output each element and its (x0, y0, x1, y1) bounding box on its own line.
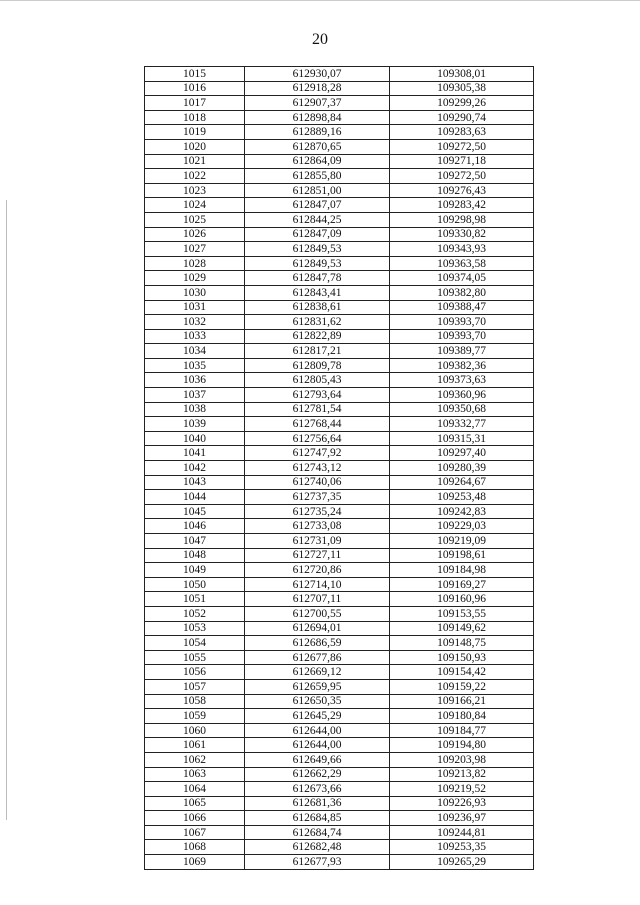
x-coordinate-cell: 612849,53 (245, 256, 390, 271)
y-coordinate-cell: 109330,82 (390, 227, 534, 242)
table-row (145, 139, 534, 154)
point-number-cell: 1056 (145, 665, 245, 680)
x-coordinate-cell: 612851,00 (245, 183, 390, 198)
x-coordinate-cell: 612907,37 (245, 96, 390, 111)
y-coordinate-cell: 109276,43 (390, 183, 534, 198)
table-row (145, 198, 534, 213)
y-coordinate-cell: 109194,80 (390, 738, 534, 753)
point-number-cell: 1055 (145, 650, 245, 665)
table-row (145, 694, 534, 709)
x-coordinate-cell: 612793,64 (245, 388, 390, 403)
table-row (145, 650, 534, 665)
scan-top-edge (0, 0, 640, 1)
table-row (145, 329, 534, 344)
x-coordinate-cell: 612847,09 (245, 227, 390, 242)
y-coordinate-cell: 109184,77 (390, 723, 534, 738)
point-number-cell: 1049 (145, 563, 245, 578)
y-coordinate-cell: 109253,48 (390, 490, 534, 505)
point-number-cell: 1063 (145, 767, 245, 782)
table-row (145, 723, 534, 738)
x-coordinate-cell: 612677,93 (245, 855, 390, 870)
x-coordinate-cell: 612735,24 (245, 504, 390, 519)
point-number-cell: 1033 (145, 329, 245, 344)
point-number-cell: 1054 (145, 636, 245, 651)
point-number-cell: 1030 (145, 285, 245, 300)
table-row (145, 315, 534, 330)
point-number-cell: 1052 (145, 606, 245, 621)
x-coordinate-cell: 612662,29 (245, 767, 390, 782)
point-number-cell: 1064 (145, 782, 245, 797)
y-coordinate-cell: 109180,84 (390, 709, 534, 724)
x-coordinate-cell: 612864,09 (245, 154, 390, 169)
y-coordinate-cell: 109265,29 (390, 855, 534, 870)
x-coordinate-cell: 612682,48 (245, 840, 390, 855)
table-row (145, 490, 534, 505)
table-row (145, 212, 534, 227)
point-number-cell: 1059 (145, 709, 245, 724)
table-row (145, 577, 534, 592)
y-coordinate-cell: 109203,98 (390, 752, 534, 767)
x-coordinate-cell: 612645,29 (245, 709, 390, 724)
x-coordinate-cell: 612681,36 (245, 796, 390, 811)
y-coordinate-cell: 109272,50 (390, 169, 534, 184)
point-number-cell: 1053 (145, 621, 245, 636)
x-coordinate-cell: 612855,80 (245, 169, 390, 184)
y-coordinate-cell: 109374,05 (390, 271, 534, 286)
y-coordinate-cell: 109297,40 (390, 446, 534, 461)
point-number-cell: 1020 (145, 139, 245, 154)
point-number-cell: 1057 (145, 679, 245, 694)
table-row (145, 563, 534, 578)
table-row (145, 256, 534, 271)
point-number-cell: 1060 (145, 723, 245, 738)
y-coordinate-cell: 109290,74 (390, 110, 534, 125)
y-coordinate-cell: 109159,22 (390, 679, 534, 694)
table-row (145, 81, 534, 96)
y-coordinate-cell: 109299,26 (390, 96, 534, 111)
table-row (145, 592, 534, 607)
y-coordinate-cell: 109280,39 (390, 461, 534, 476)
table-row (145, 402, 534, 417)
y-coordinate-cell: 109272,50 (390, 139, 534, 154)
x-coordinate-cell: 612809,78 (245, 358, 390, 373)
x-coordinate-cell: 612684,85 (245, 811, 390, 826)
table-row (145, 796, 534, 811)
table-row (145, 388, 534, 403)
point-number-cell: 1048 (145, 548, 245, 563)
point-number-cell: 1039 (145, 417, 245, 432)
x-coordinate-cell: 612733,08 (245, 519, 390, 534)
x-coordinate-cell: 612768,44 (245, 417, 390, 432)
y-coordinate-cell: 109308,01 (390, 67, 534, 82)
point-number-cell: 1026 (145, 227, 245, 242)
point-number-cell: 1043 (145, 475, 245, 490)
y-coordinate-cell: 109153,55 (390, 606, 534, 621)
x-coordinate-cell: 612805,43 (245, 373, 390, 388)
point-number-cell: 1044 (145, 490, 245, 505)
table-row (145, 227, 534, 242)
point-number-cell: 1067 (145, 825, 245, 840)
y-coordinate-cell: 109360,96 (390, 388, 534, 403)
y-coordinate-cell: 109253,35 (390, 840, 534, 855)
x-coordinate-cell: 612930,07 (245, 67, 390, 82)
table-row (145, 504, 534, 519)
y-coordinate-cell: 109198,61 (390, 548, 534, 563)
y-coordinate-cell: 109271,18 (390, 154, 534, 169)
table-row (145, 855, 534, 870)
y-coordinate-cell: 109373,63 (390, 373, 534, 388)
y-coordinate-cell: 109242,83 (390, 504, 534, 519)
point-number-cell: 1047 (145, 534, 245, 549)
y-coordinate-cell: 109169,27 (390, 577, 534, 592)
point-number-cell: 1017 (145, 96, 245, 111)
x-coordinate-cell: 612720,86 (245, 563, 390, 578)
table-row (145, 811, 534, 826)
x-coordinate-cell: 612727,11 (245, 548, 390, 563)
point-number-cell: 1016 (145, 81, 245, 96)
point-number-cell: 1032 (145, 315, 245, 330)
x-coordinate-cell: 612756,64 (245, 431, 390, 446)
point-number-cell: 1024 (145, 198, 245, 213)
x-coordinate-cell: 612659,95 (245, 679, 390, 694)
x-coordinate-cell: 612737,35 (245, 490, 390, 505)
y-coordinate-cell: 109236,97 (390, 811, 534, 826)
x-coordinate-cell: 612843,41 (245, 285, 390, 300)
y-coordinate-cell: 109350,68 (390, 402, 534, 417)
table-row (145, 67, 534, 82)
y-coordinate-cell: 109363,58 (390, 256, 534, 271)
point-number-cell: 1015 (145, 67, 245, 82)
point-number-cell: 1046 (145, 519, 245, 534)
y-coordinate-cell: 109382,80 (390, 285, 534, 300)
y-coordinate-cell: 109244,81 (390, 825, 534, 840)
point-number-cell: 1035 (145, 358, 245, 373)
point-number-cell: 1029 (145, 271, 245, 286)
table-row (145, 709, 534, 724)
x-coordinate-cell: 612918,28 (245, 81, 390, 96)
table-row (145, 344, 534, 359)
y-coordinate-cell: 109393,70 (390, 329, 534, 344)
x-coordinate-cell: 612740,06 (245, 475, 390, 490)
point-number-cell: 1034 (145, 344, 245, 359)
point-number-cell: 1058 (145, 694, 245, 709)
x-coordinate-cell: 612649,66 (245, 752, 390, 767)
table-row (145, 621, 534, 636)
table-row (145, 96, 534, 111)
table-row (145, 475, 534, 490)
y-coordinate-cell: 109332,77 (390, 417, 534, 432)
table-row (145, 110, 534, 125)
y-coordinate-cell: 109315,31 (390, 431, 534, 446)
point-number-cell: 1069 (145, 855, 245, 870)
x-coordinate-cell: 612838,61 (245, 300, 390, 315)
table-row (145, 606, 534, 621)
x-coordinate-cell: 612700,55 (245, 606, 390, 621)
x-coordinate-cell: 612849,53 (245, 242, 390, 257)
y-coordinate-cell: 109283,63 (390, 125, 534, 140)
y-coordinate-cell: 109382,36 (390, 358, 534, 373)
x-coordinate-cell: 612831,62 (245, 315, 390, 330)
y-coordinate-cell: 109160,96 (390, 592, 534, 607)
table-row (145, 125, 534, 140)
x-coordinate-cell: 612731,09 (245, 534, 390, 549)
y-coordinate-cell: 109184,98 (390, 563, 534, 578)
point-number-cell: 1023 (145, 183, 245, 198)
table-row (145, 183, 534, 198)
y-coordinate-cell: 109166,21 (390, 694, 534, 709)
table-row (145, 417, 534, 432)
point-number-cell: 1036 (145, 373, 245, 388)
coordinates-table (144, 66, 534, 870)
point-number-cell: 1065 (145, 796, 245, 811)
scan-left-edge (6, 200, 7, 820)
point-number-cell: 1021 (145, 154, 245, 169)
point-number-cell: 1042 (145, 461, 245, 476)
point-number-cell: 1066 (145, 811, 245, 826)
table-row (145, 154, 534, 169)
x-coordinate-cell: 612644,00 (245, 723, 390, 738)
table-row (145, 679, 534, 694)
x-coordinate-cell: 612694,01 (245, 621, 390, 636)
point-number-cell: 1068 (145, 840, 245, 855)
point-number-cell: 1038 (145, 402, 245, 417)
table-row (145, 242, 534, 257)
point-number-cell: 1062 (145, 752, 245, 767)
y-coordinate-cell: 109389,77 (390, 344, 534, 359)
point-number-cell: 1019 (145, 125, 245, 140)
x-coordinate-cell: 612889,16 (245, 125, 390, 140)
page-number: 20 (312, 31, 328, 48)
point-number-cell: 1031 (145, 300, 245, 315)
x-coordinate-cell: 612847,07 (245, 198, 390, 213)
y-coordinate-cell: 109264,67 (390, 475, 534, 490)
point-number-cell: 1041 (145, 446, 245, 461)
y-coordinate-cell: 109393,70 (390, 315, 534, 330)
point-number-cell: 1022 (145, 169, 245, 184)
y-coordinate-cell: 109305,38 (390, 81, 534, 96)
point-number-cell: 1061 (145, 738, 245, 753)
y-coordinate-cell: 109149,62 (390, 621, 534, 636)
table-row (145, 636, 534, 651)
table-row (145, 271, 534, 286)
y-coordinate-cell: 109229,03 (390, 519, 534, 534)
x-coordinate-cell: 612650,35 (245, 694, 390, 709)
x-coordinate-cell: 612707,11 (245, 592, 390, 607)
x-coordinate-cell: 612677,86 (245, 650, 390, 665)
table-row (145, 752, 534, 767)
y-coordinate-cell: 109219,09 (390, 534, 534, 549)
x-coordinate-cell: 612714,10 (245, 577, 390, 592)
y-coordinate-cell: 109219,52 (390, 782, 534, 797)
y-coordinate-cell: 109343,93 (390, 242, 534, 257)
y-coordinate-cell: 109213,82 (390, 767, 534, 782)
table-row (145, 840, 534, 855)
table-row (145, 519, 534, 534)
table-row (145, 461, 534, 476)
table-row (145, 446, 534, 461)
x-coordinate-cell: 612817,21 (245, 344, 390, 359)
y-coordinate-cell: 109226,93 (390, 796, 534, 811)
point-number-cell: 1045 (145, 504, 245, 519)
x-coordinate-cell: 612673,66 (245, 782, 390, 797)
x-coordinate-cell: 612781,54 (245, 402, 390, 417)
table-row (145, 767, 534, 782)
y-coordinate-cell: 109150,93 (390, 650, 534, 665)
x-coordinate-cell: 612686,59 (245, 636, 390, 651)
y-coordinate-cell: 109283,42 (390, 198, 534, 213)
x-coordinate-cell: 612870,65 (245, 139, 390, 154)
table-row (145, 782, 534, 797)
point-number-cell: 1050 (145, 577, 245, 592)
table-row (145, 825, 534, 840)
point-number-cell: 1027 (145, 242, 245, 257)
point-number-cell: 1040 (145, 431, 245, 446)
x-coordinate-cell: 612743,12 (245, 461, 390, 476)
x-coordinate-cell: 612747,92 (245, 446, 390, 461)
y-coordinate-cell: 109148,75 (390, 636, 534, 651)
y-coordinate-cell: 109298,98 (390, 212, 534, 227)
point-number-cell: 1018 (145, 110, 245, 125)
table-row (145, 285, 534, 300)
point-number-cell: 1028 (145, 256, 245, 271)
table-row (145, 665, 534, 680)
table-row (145, 534, 534, 549)
table-row (145, 548, 534, 563)
table-row (145, 373, 534, 388)
table-row (145, 738, 534, 753)
table-row (145, 431, 534, 446)
table-row (145, 300, 534, 315)
x-coordinate-cell: 612898,84 (245, 110, 390, 125)
point-number-cell: 1051 (145, 592, 245, 607)
x-coordinate-cell: 612847,78 (245, 271, 390, 286)
y-coordinate-cell: 109388,47 (390, 300, 534, 315)
y-coordinate-cell: 109154,42 (390, 665, 534, 680)
table-row (145, 358, 534, 373)
point-number-cell: 1037 (145, 388, 245, 403)
x-coordinate-cell: 612684,74 (245, 825, 390, 840)
x-coordinate-cell: 612644,00 (245, 738, 390, 753)
point-number-cell: 1025 (145, 212, 245, 227)
coordinates-table-body (145, 67, 534, 870)
table-row (145, 169, 534, 184)
x-coordinate-cell: 612844,25 (245, 212, 390, 227)
x-coordinate-cell: 612822,89 (245, 329, 390, 344)
x-coordinate-cell: 612669,12 (245, 665, 390, 680)
